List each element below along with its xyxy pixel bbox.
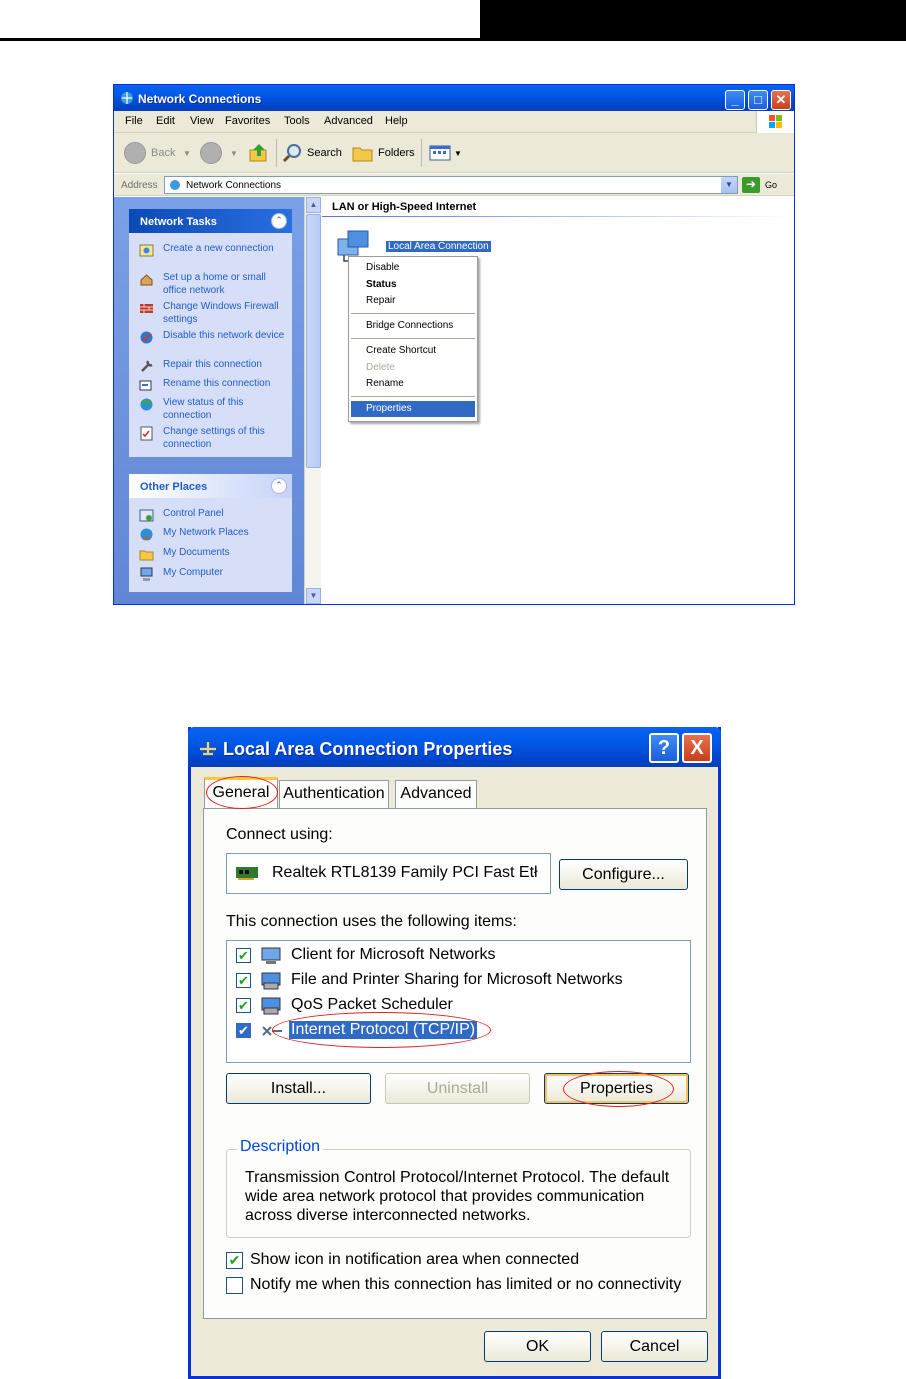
menu-edit[interactable]: Edit [156,115,175,127]
uninstall-button[interactable]: Uninstall [385,1073,530,1104]
window-title: Network Connections [138,92,262,106]
adapter-field [226,853,551,894]
component-checkbox[interactable]: ✔ [236,1023,251,1038]
task-label: Change Windows Firewall settings [163,301,279,325]
highlight-tcpip-item [272,1012,491,1048]
task-label: Rename this connection [163,378,271,389]
dialog-close-button[interactable]: X [682,733,712,763]
rename-icon [139,378,154,393]
component-row[interactable] [236,969,686,993]
address-value: Network Connections [186,180,282,191]
component-row[interactable] [236,944,686,968]
scroll-thumb[interactable] [306,214,321,468]
task-pane [114,197,307,604]
network-connections-icon [168,178,182,192]
address-label: Address [121,180,158,191]
file-printer-sharing-icon [260,971,284,991]
section-divider [322,216,792,217]
maximize-button[interactable]: □ [748,90,768,110]
network-card-icon [236,865,260,881]
forward-dropdown-icon[interactable]: ▼ [230,149,238,158]
highlight-properties-button [563,1071,674,1107]
settings-checklist-icon [139,426,154,441]
menu-tools[interactable]: Tools [284,115,310,127]
go-button-label[interactable]: Go [765,180,778,190]
component-label: Client for Microsoft Networks [291,946,496,963]
component-row[interactable] [236,994,686,1018]
place-label: Control Panel [163,508,224,519]
page-header-rule [0,38,480,41]
description-text: Transmission Control Protocol/Internet Protocol. The default wide area network protocol that provides communication across diverse interconnected networks. [245,1169,670,1224]
windows-logo-icon [756,111,794,133]
menu-repair[interactable]: Repair [366,295,396,306]
home-network-icon [139,272,154,287]
other-places-panel [129,474,292,592]
menu-bridge-connections[interactable]: Bridge Connections [366,320,454,331]
control-panel-icon [139,508,154,523]
task-label: Repair this connection [163,359,262,370]
show-icon-option[interactable] [226,1250,696,1272]
task-label: Set up a home or small office network [163,272,266,296]
network-connections-icon [119,90,135,106]
show-icon-label: Show icon in notification area when connected [250,1251,580,1268]
search-icon[interactable] [282,142,304,164]
task-label: Disable this network device [163,330,285,341]
close-button[interactable]: ✕ [771,90,791,110]
menu-rename[interactable]: Rename [366,378,404,389]
properties-dialog [188,727,721,1379]
network-tasks-title: Network Tasks [140,216,217,228]
lan-connection-label[interactable]: Local Area Connection [388,241,489,252]
section-title: LAN or High-Speed Internet [332,201,477,213]
show-icon-checkbox[interactable]: ✔ [226,1252,243,1269]
back-dropdown-icon[interactable]: ▼ [183,149,191,158]
title-bar[interactable] [114,85,794,111]
my-network-places-icon [139,527,154,542]
menu-separator [351,396,475,397]
menu-file[interactable]: File [125,115,143,127]
menu-separator [351,338,475,339]
component-label: File and Printer Sharing for Microsoft Networks [291,971,623,988]
highlight-general-tab [206,776,278,809]
back-arrow-icon[interactable] [124,142,146,164]
collapse-chevron-icon[interactable]: ⌃ [271,478,287,494]
qos-scheduler-icon [260,996,284,1016]
tab-advanced[interactable]: Advanced [395,780,477,808]
menu-create-shortcut[interactable]: Create Shortcut [366,345,437,356]
menu-help[interactable]: Help [385,115,408,127]
cancel-button[interactable]: Cancel [601,1331,708,1362]
dialog-title: Local Area Connection Properties [223,739,513,759]
menu-bar [114,111,794,133]
other-places-title: Other Places [140,481,208,493]
up-folder-icon[interactable] [248,142,270,164]
help-button[interactable]: ? [649,733,679,763]
dialog-title-bar[interactable] [188,727,721,767]
my-documents-icon [139,547,154,562]
go-arrow-icon[interactable]: ➜ [742,177,760,193]
tab-authentication[interactable]: Authentication [279,780,389,808]
back-button-label[interactable]: Back [151,147,176,159]
notify-checkbox[interactable] [226,1277,243,1294]
tab-general[interactable]: General [204,777,278,809]
page-header-bar [480,0,906,41]
component-label: QoS Packet Scheduler [291,996,453,1013]
connect-using-label: Connect using: [226,826,333,843]
general-tab-panel [203,808,707,1319]
firewall-icon [139,301,154,316]
new-connection-icon [139,243,154,258]
task-label: Change settings of this connection [163,426,265,450]
component-checkbox[interactable]: ✔ [236,948,251,963]
place-label: My Computer [163,567,224,578]
task-label: Create a new connection [163,243,274,254]
install-button[interactable]: Install... [226,1073,371,1104]
client-network-icon [260,946,284,966]
disable-device-icon [139,330,154,345]
status-globe-icon [139,397,154,412]
notify-label: Notify me when this connection has limited or no connectivity [250,1276,682,1293]
configure-button[interactable]: Configure... [559,859,688,890]
components-list [226,940,691,1063]
place-label: My Network Places [163,527,249,538]
collapse-chevron-icon[interactable]: ⌃ [271,213,287,229]
menu-delete[interactable]: Delete [366,362,395,373]
toolbar-separator [421,139,422,167]
scroll-down-icon[interactable]: ▼ [306,588,321,604]
items-label: This connection uses the following items: [226,913,517,930]
forward-arrow-icon[interactable] [200,142,222,164]
views-icon[interactable] [428,142,452,164]
folders-button-label[interactable]: Folders [378,147,415,159]
folders-icon[interactable] [351,142,375,164]
place-label: My Documents [163,547,230,558]
ok-button[interactable]: OK [484,1331,591,1362]
menu-properties[interactable]: Properties [351,401,475,417]
menu-view[interactable]: View [190,115,214,127]
toolbar [114,133,794,173]
context-menu [348,256,478,422]
description-group [226,1138,691,1238]
network-connections-window [113,84,795,605]
task-label: View status of this connection [163,397,244,421]
search-button-label[interactable]: Search [307,147,342,159]
menu-favorites[interactable]: Favorites [225,115,271,127]
views-dropdown-icon[interactable]: ▼ [454,149,462,158]
task-pane-scrollbar[interactable] [304,197,321,604]
other-places-header[interactable] [129,474,292,498]
component-label: Internet Protocol (TCP/IP) [291,1021,476,1038]
menu-separator [351,313,475,314]
component-checkbox[interactable]: ✔ [236,973,251,988]
network-tasks-header[interactable] [129,209,292,233]
menu-status[interactable]: Status [366,279,397,290]
description-title: Description [237,1138,323,1156]
minimize-button[interactable]: _ [725,90,745,110]
component-checkbox[interactable]: ✔ [236,998,251,1013]
network-tasks-panel [129,209,292,457]
address-bar [114,174,794,196]
my-computer-icon [139,567,154,582]
notify-option[interactable] [226,1275,696,1297]
menu-disable[interactable]: Disable [366,262,400,273]
address-dropdown-icon[interactable]: ▼ [721,177,737,193]
toolbar-separator [276,139,277,167]
menu-advanced[interactable]: Advanced [324,115,373,127]
address-input[interactable] [164,176,738,194]
properties-button[interactable]: Properties [544,1073,689,1104]
adapter-name: Realtek RTL8139 Family PCI Fast Etł [272,864,538,881]
scroll-up-icon[interactable]: ▲ [306,197,321,213]
repair-wrench-icon [139,359,154,374]
network-adapter-icon [198,739,218,757]
connections-list [322,197,794,604]
